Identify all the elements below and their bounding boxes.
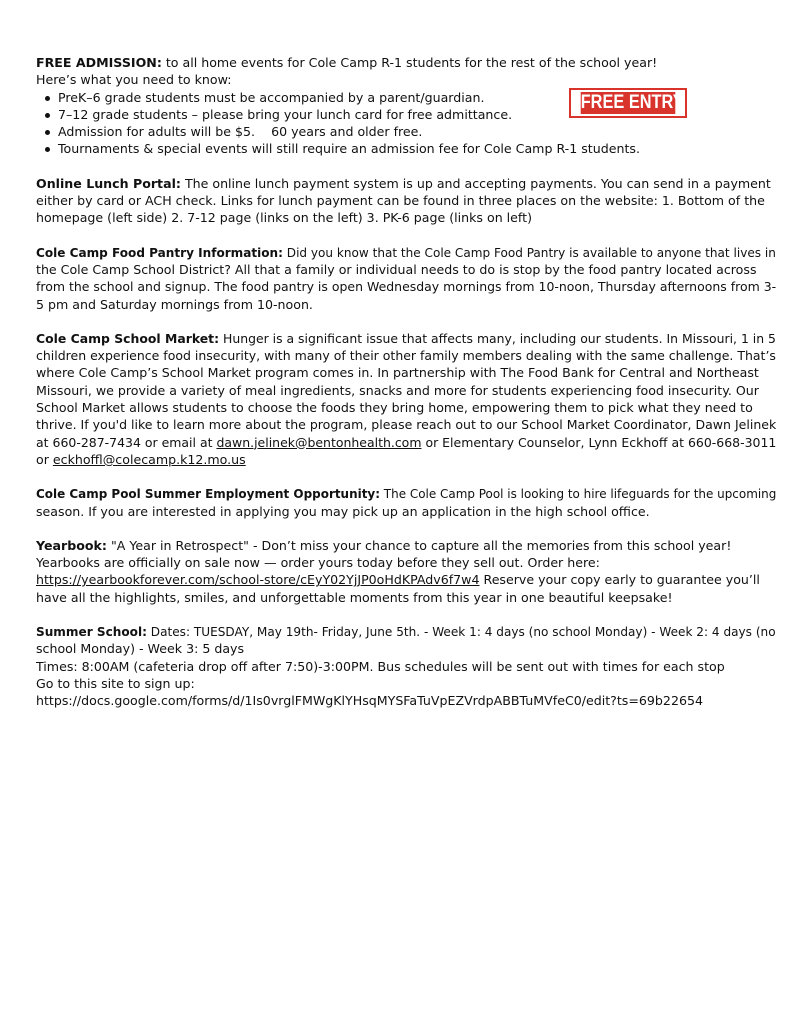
school-market-section: Cole Camp School Market: Hunger is a significant issue that affects many, including our students. In Missouri, 1 in 5 children experience food insecurity, with many of their other family members dealing with the same challenge. That’s where Cole Camp’s School Market program comes in. In partnership with The Food Bank for Central and Northeast Missouri, we provide a variety of meal ingredients, snacks and more for students experiencing food insecurity. Our School Market allows students to choose the foods they bring home, empowering them to pick what they need to thrive. If you'd like to learn more about the program, please reach out to our School Market Coordinator, Dawn Jelinek at 660-287-7434 or email at dawn.jelinek@bentonhealth.com or Elementary Counselor, Lynn Eckhoff at 660-668-3011 or eckhoffl@colecamp.k12.mo.us [36, 330, 777, 467]
lunch-portal-section: Online Lunch Portal: The online lunch payment system is up and accepting payments. You can send in a payment either by card or ACH check. Links for lunch payment can be found in three places on the website: 1. Bottom of the homepage (left side) 2. 7-12 page (links on the left) 3. PK-6 page (links on left) [36, 175, 771, 226]
free-entry-stamp-text: FREE ENTRY [580, 92, 684, 113]
free-admission-subhead: Here’s what you need to know: [36, 72, 232, 88]
email-link-lynn-eckhoff[interactable]: eckhoffl@colecamp.k12.mo.us [52, 451, 246, 467]
pool-section: Cole Camp Pool Summer Employment Opportunity: The Cole Camp Pool is looking to hire lifeguards for the upcoming season. If you are interested in applying you may pick up an application in the high school office. [36, 486, 777, 519]
email-link-dawn-jelinek[interactable]: dawn.jelinek@bentonhealth.com [216, 434, 422, 450]
summer-school-heading: Summer School: [36, 624, 147, 640]
list-item: Tournaments & special events will still require an admission fee for Cole Camp R-1 students. [58, 140, 776, 157]
summer-school-section: Summer School: Dates: TUESDAY, May 19th- Friday, June 5th. - Week 1: 4 days (no school Monday) - Week 2: 4 days (no school Monday) - Week 3: 5 days Times: 8:00AM (cafeteria drop off after 7:50)-3:00PM. Bus schedules will be sent out with times for each stop Go to this site to sign up: https://docs.google.com/forms/d/1Is0vrglFMWgKlYHsqMYSFaTuVpEZVrdpABBTuMVfeC0/edit?ts=69b22654 [36, 624, 776, 709]
pool-heading: Cole Camp Pool Summer Employment Opportunity: [36, 486, 380, 502]
newsletter-page [36, 54, 776, 727]
list-item: PreK–6 grade students must be accompanied by a parent/guardian. [58, 89, 776, 106]
free-admission-heading: FREE ADMISSION: [36, 55, 162, 70]
list-item: Admission for adults will be $5. 60 years and older free. [58, 123, 776, 140]
list-item: 7–12 grade students – please bring your lunch card for free admittance. [58, 106, 776, 123]
food-pantry-section: Cole Camp Food Pantry Information: Did you know that the Cole Camp Food Pantry is available to anyone that lives in the Cole Camp School District? All that a family or individual needs to do is stop by the food pantry located across from the school and signup. The food pantry is open Wednesday mornings from 10-noon, Thursday afternoons from 3- 5 pm and Saturday mornings from 10-noon. [36, 244, 777, 312]
school-market-heading: Cole Camp School Market: [36, 330, 220, 346]
yearbook-section: Yearbook: "A Year in Retrospect" - Don’t miss your chance to capture all the memories from this school year! Yearbooks are officially on sale now — order yours today before they sell out. Order here: https://yearbookforever.com/school-store/cEyY02YjJP0oHdKPAdv6f7w4 Reserve your copy early to guarantee you’ll have all the highlights, smiles, and unforgettable moments from this year in one beautiful keepsake! [36, 537, 760, 605]
free-admission-intro: FREE ADMISSION: to all home events for Cole Camp R-1 students for the rest of the school year! [36, 55, 658, 70]
food-pantry-heading: Cole Camp Food Pantry Information: [36, 244, 283, 260]
free-entry-stamp [569, 88, 687, 118]
yearbook-heading: Yearbook: [36, 537, 107, 553]
lunch-portal-heading: Online Lunch Portal: [36, 175, 181, 191]
yearbook-store-link[interactable]: https://yearbookforever.com/school-store/cEyY02YjJP0oHdKPAdv6f7w4 [36, 572, 480, 588]
summer-school-signup-url: https://docs.google.com/forms/d/1Is0vrglFMWgKlYHsqMYSFaTuVpEZVrdpABBTuMVfeC0/edit?ts=69b22654 [36, 693, 703, 709]
